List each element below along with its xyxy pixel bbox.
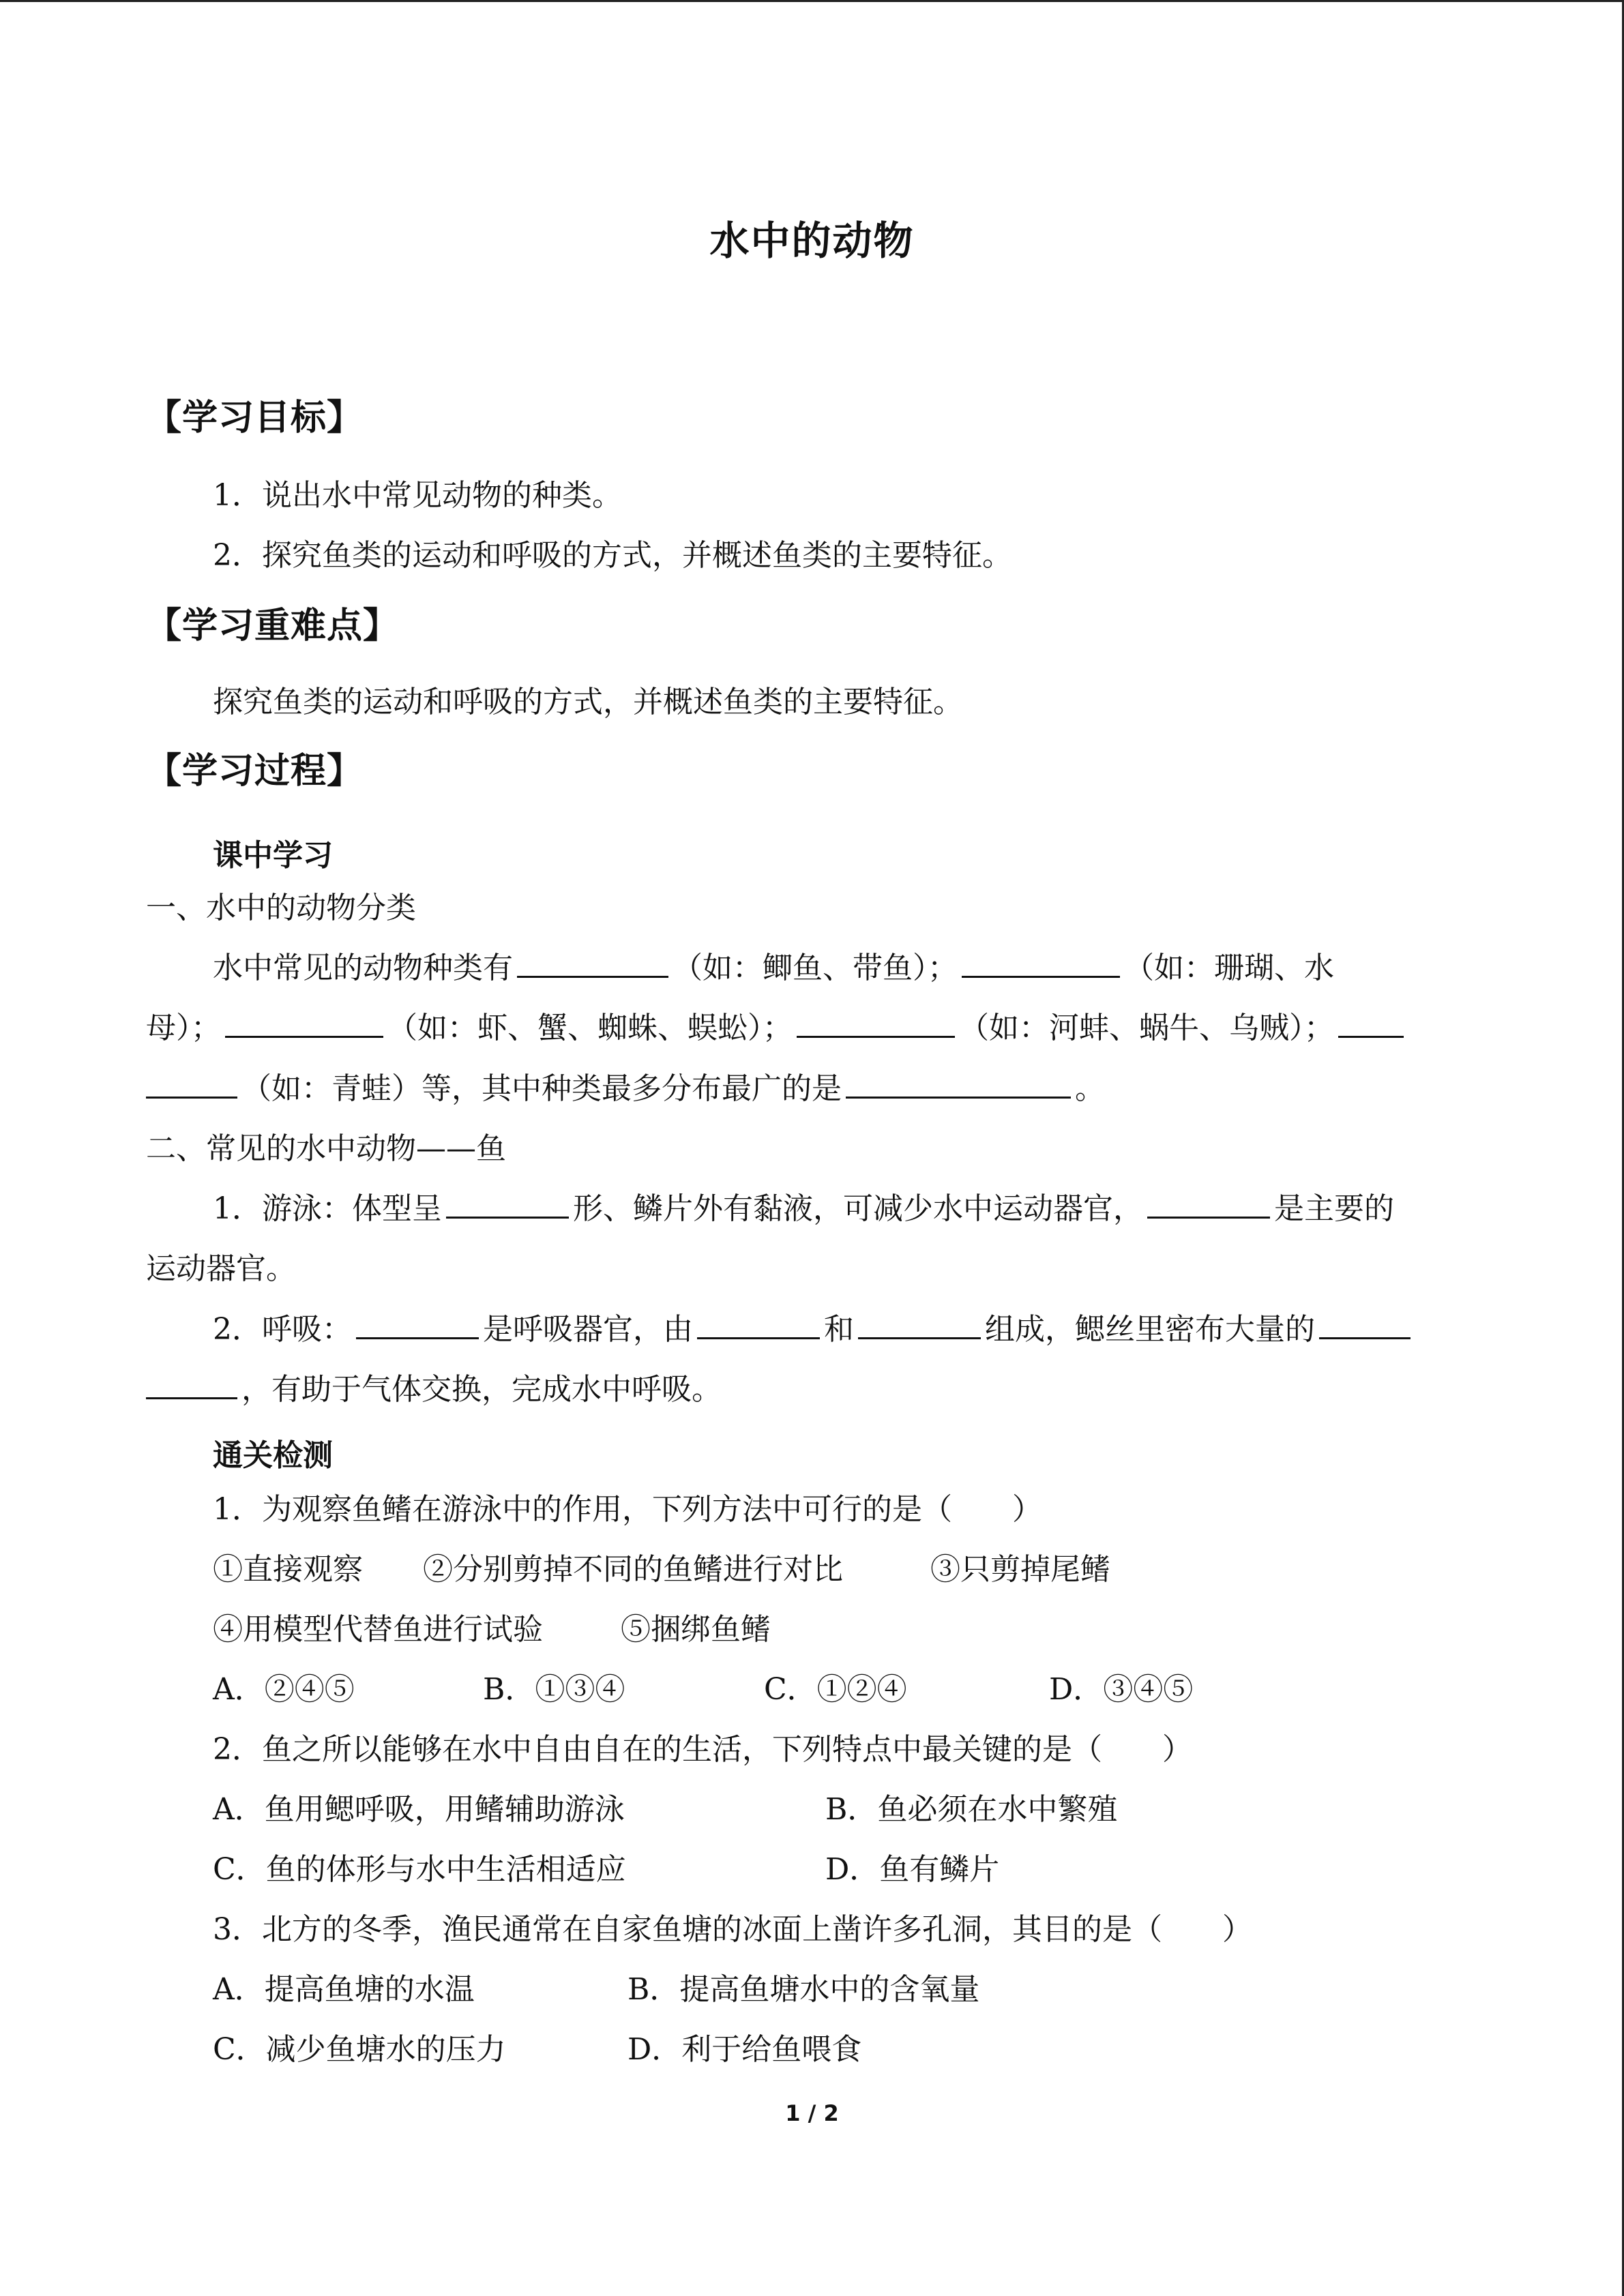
text: 。 — [1075, 1071, 1105, 1106]
q1-item-1: ①直接观察 — [213, 1552, 363, 1587]
test-heading: 通关检测 — [213, 1438, 333, 1473]
q2-option-c[interactable]: C．鱼的体形与水中生活相适应 — [213, 1852, 626, 1887]
q3-option-d[interactable]: D．利于给鱼喂食 — [628, 2032, 862, 2067]
fill-blank[interactable] — [1319, 1310, 1411, 1339]
q3-option-b[interactable]: B．提高鱼塘水中的含氧量 — [628, 1972, 980, 2007]
text: 和 — [824, 1312, 854, 1347]
objective-item-2: 2．探究鱼类的运动和呼吸的方式，并概述鱼类的主要特征。 — [213, 538, 1012, 573]
fill-blank[interactable] — [225, 1009, 383, 1038]
part1-line-1 — [213, 948, 1334, 989]
q1-option-d[interactable]: D．③④⑤ — [1049, 1672, 1194, 1707]
text: ，有助于气体交换，完成水中呼吸。 — [241, 1372, 722, 1407]
fill-blank[interactable] — [517, 949, 668, 978]
fill-blank[interactable] — [697, 1310, 820, 1339]
document-title: 水中的动物 — [709, 218, 915, 264]
q1-option-b[interactable]: B．①③④ — [483, 1672, 625, 1707]
text: （如：河蚌、蜗牛、乌贼）； — [959, 1011, 1334, 1045]
fill-blank[interactable] — [858, 1310, 981, 1339]
part1-heading: 一、水中的动物分类 — [146, 891, 416, 925]
swim-line-2: 运动器官。 — [146, 1251, 296, 1286]
text: 1．游泳：体型呈 — [213, 1191, 442, 1226]
q2-option-d[interactable]: D．鱼有鳞片 — [825, 1852, 1000, 1887]
in-class-heading: 课中学习 — [213, 838, 333, 873]
page-number: 1 / 2 — [785, 2100, 839, 2126]
q1-option-a[interactable]: A．②④⑤ — [213, 1672, 355, 1707]
q1-item-2: ②分别剪掉不同的鱼鳍进行对比 — [423, 1552, 843, 1587]
q2-option-a[interactable]: A．鱼用鳃呼吸，用鳍辅助游泳 — [213, 1792, 625, 1827]
objective-item-1: 1．说出水中常见动物的种类。 — [213, 478, 622, 513]
q1-item-4: ④用模型代替鱼进行试验 — [213, 1612, 543, 1647]
section-heading-key-points: 【学习重难点】 — [146, 605, 400, 646]
text: 水中常见的动物种类有 — [213, 951, 513, 985]
q3-stem: 3．北方的冬季，渔民通常在自家鱼塘的冰面上凿许多孔洞，其目的是（ ） — [213, 1912, 1252, 1947]
fill-blank[interactable] — [797, 1009, 955, 1038]
key-points-text: 探究鱼类的运动和呼吸的方式，并概述鱼类的主要特征。 — [213, 685, 963, 719]
text: 形、鳞片外有黏液，可减少水中运动器官， — [573, 1191, 1143, 1226]
text: （如：青蛙）等，其中种类最多分布最广的是 — [241, 1071, 842, 1106]
fill-blank[interactable] — [446, 1189, 569, 1219]
q3-option-a[interactable]: A．提高鱼塘的水温 — [213, 1972, 475, 2007]
fill-blank[interactable] — [962, 949, 1120, 978]
breath-line-2 — [146, 1369, 722, 1410]
text: 2．呼吸： — [213, 1312, 352, 1347]
q1-item-3: ③只剪掉尾鳍 — [930, 1552, 1110, 1587]
q1-item-5: ⑤捆绑鱼鳍 — [621, 1612, 771, 1647]
fill-blank[interactable] — [146, 1069, 237, 1099]
swim-line-1 — [213, 1189, 1394, 1229]
part1-line-2 — [146, 1008, 1408, 1049]
text: （如：鲫鱼、带鱼）； — [673, 951, 958, 985]
q1-option-c[interactable]: C．①②④ — [764, 1672, 907, 1707]
text: 母）； — [146, 1011, 221, 1045]
text: （如：虾、蟹、蜘蛛、蜈蚣）； — [387, 1011, 793, 1045]
part2-heading: 二、常见的水中动物——鱼 — [146, 1131, 506, 1166]
part1-line-3 — [146, 1069, 1105, 1109]
text: （如：珊瑚、水 — [1124, 951, 1334, 985]
fill-blank[interactable] — [146, 1370, 237, 1399]
q3-option-c[interactable]: C．减少鱼塘水的压力 — [213, 2032, 506, 2067]
text: 是主要的 — [1274, 1191, 1394, 1226]
q2-option-b[interactable]: B．鱼必须在水中繁殖 — [825, 1792, 1118, 1827]
text: 组成，鳃丝里密布大量的 — [985, 1312, 1315, 1347]
fill-blank[interactable] — [1338, 1009, 1404, 1038]
section-heading-process: 【学习过程】 — [146, 750, 364, 792]
q1-stem: 1．为观察鱼鳍在游泳中的作用，下列方法中可行的是（ ） — [213, 1492, 1042, 1527]
text: 是呼吸器官，由 — [483, 1312, 693, 1347]
fill-blank[interactable] — [356, 1310, 479, 1339]
fill-blank[interactable] — [1147, 1189, 1270, 1219]
breath-line-1 — [213, 1309, 1415, 1350]
fill-blank[interactable] — [846, 1069, 1071, 1099]
q2-stem: 2．鱼之所以能够在水中自由自在的生活，下列特点中最关键的是（ ） — [213, 1732, 1192, 1767]
section-heading-objectives: 【学习目标】 — [146, 397, 364, 438]
